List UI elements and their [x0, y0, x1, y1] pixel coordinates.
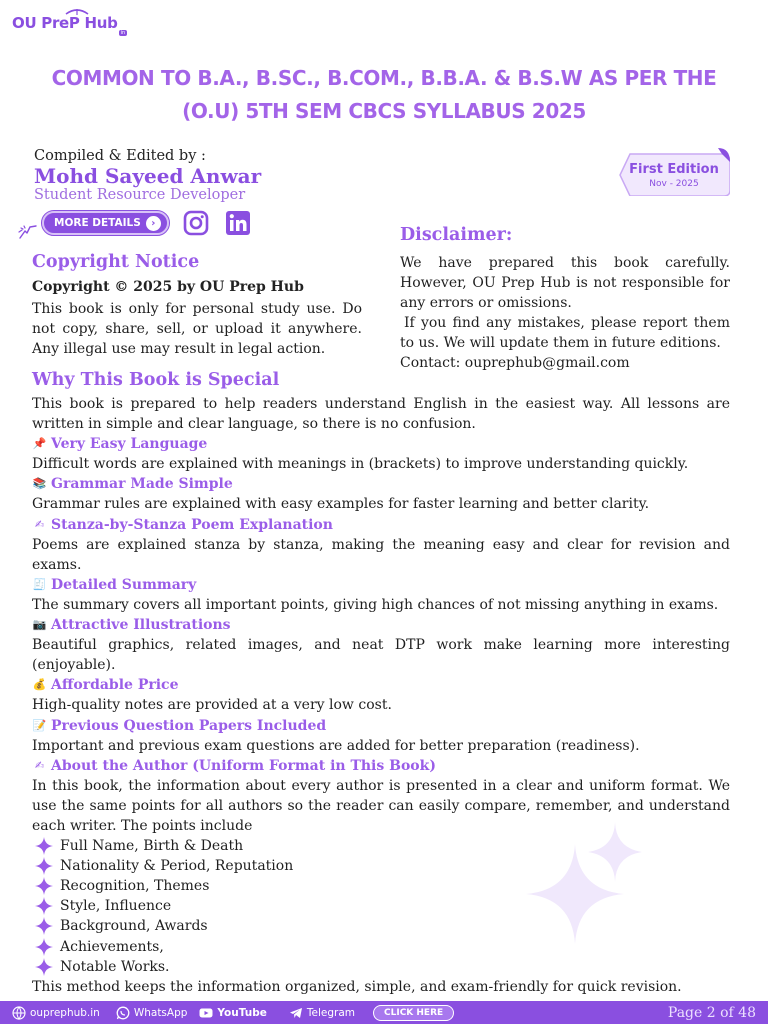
- writing-hand-icon: ✍: [34, 517, 45, 531]
- memo-icon: 📝: [32, 718, 47, 732]
- brand-logo: [12, 14, 127, 36]
- feature-text: Important and previous exam questions are added for better preparation (readiness).: [32, 737, 640, 754]
- feature-title: 📚 Grammar Made Simple: [32, 476, 233, 493]
- youtube-label: YouTube: [217, 1006, 267, 1019]
- disclaimer-paragraph: If you find any mistakes, please report them to us. We will update them in future editions.: [400, 315, 730, 351]
- feature-title: ✍ About the Author (Uniform Format in This Book): [32, 756, 730, 776]
- document-icon: 🧾: [32, 577, 47, 591]
- more-details-button[interactable]: [42, 211, 169, 235]
- more-details-label: MORE DETAILS: [54, 217, 141, 229]
- list-item: Recognition, Themes: [34, 876, 730, 896]
- telegram-link[interactable]: [289, 1006, 355, 1020]
- pointing-hand-icon: [16, 218, 40, 242]
- graduation-cap-icon: [64, 8, 90, 16]
- telegram-label: Telegram: [306, 1006, 355, 1019]
- sparkle-icon: [34, 916, 54, 936]
- why-intro: This book is prepared to help readers understand English in the easiest way. All lessons are written in simple and clear language, so there is no confusion.: [32, 396, 730, 433]
- edition-label: First Edition: [629, 162, 719, 177]
- list-item: Style, Influence: [34, 896, 730, 916]
- footer-bar: [0, 1001, 768, 1024]
- disclaimer-contact: Contact: ouprephub@gmail.com: [400, 355, 630, 371]
- list-item: Achievements,: [34, 937, 730, 957]
- logo-badge: in: [120, 30, 126, 36]
- list-item: Full Name, Birth & Death: [34, 836, 730, 856]
- money-bag-icon: 💰: [32, 678, 47, 692]
- feature-title: 📷 Attractive Illustrations: [32, 617, 231, 634]
- whatsapp-icon: [116, 1006, 130, 1020]
- edition-date: Nov - 2025: [649, 179, 699, 189]
- closing-text: This method keeps the information organized, simple, and exam-friendly for quick revision.: [32, 978, 682, 995]
- linkedin-icon[interactable]: [225, 210, 251, 236]
- list-item: Background, Awards: [34, 916, 730, 936]
- copyright-line: Copyright © 2025 by OU Prep Hub: [32, 279, 304, 295]
- disclaimer-paragraph: We have prepared this book carefully. However, OU Prep Hub is not responsible for any errors or omissions.: [400, 255, 730, 311]
- youtube-icon: [199, 1006, 213, 1020]
- books-icon: 📚: [32, 477, 47, 491]
- sparkle-icon: [34, 937, 54, 957]
- feature-text: High-quality notes are provided at a very low cost.: [32, 697, 392, 714]
- chevron-right-icon: ›: [146, 216, 161, 231]
- writing-hand-icon: ✍: [34, 758, 45, 772]
- globe-icon: [12, 1006, 26, 1020]
- feature-text: Poems are explained stanza by stanza, making the meaning easy and clear for revision and exams.: [32, 536, 730, 573]
- sparkle-icon: [34, 876, 54, 896]
- author-role: Student Resource Developer: [34, 187, 246, 203]
- logo-text: OU PreP Hub: [12, 14, 118, 32]
- feature-title: 📝 Previous Question Papers Included: [32, 717, 327, 734]
- youtube-link[interactable]: [199, 1006, 266, 1020]
- author-name: Mohd Sayeed Anwar: [34, 164, 262, 188]
- feature-text: Grammar rules are explained with easy examples for faster learning and better clarity.: [32, 496, 650, 513]
- edition-badge: [618, 148, 730, 196]
- sparkle-icon: [34, 856, 54, 876]
- sparkle-icon: [34, 836, 54, 856]
- feature-text: In this book, the information about every author is presented in a clear and uniform format. We use the same points for all authors so the reader can easily compare, remember, and understand each writer. The points include: [32, 777, 730, 834]
- telegram-icon: [289, 1006, 303, 1020]
- page-number: Page 2 of 48: [667, 1004, 756, 1021]
- whatsapp-link[interactable]: [116, 1006, 188, 1020]
- copyright-heading: Copyright Notice: [32, 252, 200, 272]
- compiled-label: Compiled & Edited by :: [34, 148, 206, 164]
- camera-icon: 📷: [32, 618, 47, 632]
- feature-title: 📌 Very Easy Language: [32, 436, 208, 453]
- page-title: COMMON TO B.A., B.SC., B.COM., B.B.A. & B.S.W AS PER THE (O.U) 5TH SEM CBCS SYLLABUS 2025: [51, 66, 717, 123]
- decorative-sparkle-icon: [520, 822, 650, 952]
- website-label: ouprephub.in: [30, 1006, 100, 1019]
- click-here-button[interactable]: CLICK HERE: [373, 1005, 454, 1021]
- list-item: Nationality & Period, Reputation: [34, 856, 730, 876]
- website-link[interactable]: [12, 1006, 100, 1020]
- instagram-icon[interactable]: [183, 210, 209, 236]
- feature-text: The summary covers all important points, giving high chances of not missing anything in exams.: [32, 596, 719, 613]
- feature-title: ✍ Stanza-by-Stanza Poem Explanation: [32, 515, 730, 535]
- social-row: [16, 208, 251, 238]
- feature-text: Difficult words are explained with meanings in (brackets) to improve understanding quickly.: [32, 456, 689, 473]
- feature-title: 🧾 Detailed Summary: [32, 576, 197, 593]
- list-item: Notable Works.: [34, 957, 730, 977]
- feature-text: Beautiful graphics, related images, and neat DTP work make learning more interesting (enjoyable).: [32, 637, 730, 674]
- whatsapp-label: WhatsApp: [133, 1006, 188, 1019]
- disclaimer-heading: Disclaimer:: [400, 225, 513, 245]
- pushpin-icon: 📌: [32, 437, 47, 451]
- disclaimer-body: [400, 253, 730, 373]
- sparkle-icon: [34, 957, 54, 977]
- copyright-body: This book is only for personal study use. Do not copy, share, sell, or upload it anywhere. Any illegal use may result in legal action.: [32, 301, 362, 357]
- feature-title: 💰 Affordable Price: [32, 677, 179, 694]
- sparkle-icon: [34, 896, 54, 916]
- why-heading: Why This Book is Special: [32, 370, 280, 390]
